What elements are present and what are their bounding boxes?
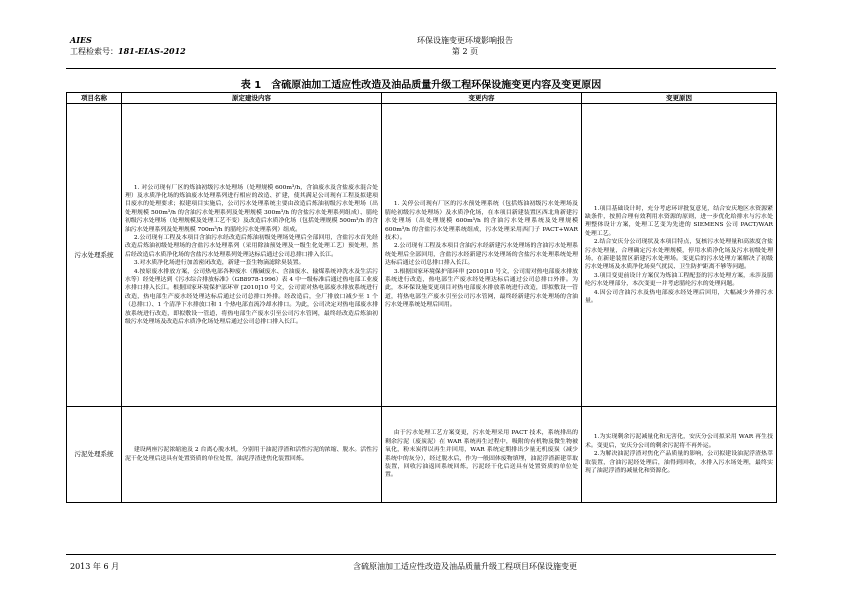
- reason-paragraph: 3.项目变更前设计方案仅为炼油工程配套的污水处理方案，未涉及腈纶污水处理部分，本次变更一并考虑腈纶污水的处理问题。: [585, 272, 773, 288]
- reason-paragraph: 4.因公司含油污水及热电部废水经处理后回用，大幅减少外排污水量。: [585, 289, 773, 305]
- column-header-reason: 变更原因: [582, 93, 777, 104]
- footer-date: 2013 年 6 月: [70, 562, 120, 571]
- change-paragraph: 1. 关停公司现有厂区的污水预处理系统（包括炼油初级污水处理场及腈纶初级污水处理场）及水质净化场，在本项目新建装置区西北角新建污水处理场（出处理规模 600m³/h 的含油污水处理系统及处理规模 600m³/h 的含盐污水处理系统组成，污水处理采用西门子 PACT+WAR 技术）。: [385, 201, 578, 241]
- reason-paragraph: 1.为实现剩余污泥减量化和无害化，安庆分公司拟采用 WAR 再生技术。变更后，安庆分公司的剩余污泥将不再外运。: [585, 434, 773, 449]
- project-code: [70, 46, 186, 57]
- column-header-original: 原定建设内容: [122, 93, 382, 104]
- table-header-row: [67, 93, 777, 104]
- header-rule: [66, 68, 776, 69]
- reason-content-cell: [582, 104, 777, 407]
- reason-paragraph: 2.结合安庆分公司现状及本项目特点，复核污水处理量和高浓度含盐污水处理量，合理确定污水处理规模，停用水质净化场及污水初级处理场，在新建装置区新建污水处理场。变更后的污水处理方案解决了初级污水处理场及水质净化场臭气扰民、卫生防护距离不够等问题。: [585, 239, 773, 271]
- column-header-name: 项目名称: [67, 93, 122, 104]
- original-paragraph: 建设两座污泥浓缩池及 2 台离心脱水机，分别用于油泥浮渣和活性污泥的浓缩、脱水。活性污泥干化处理后送具有处置资质的单位处置，油泥浮渣进焦化装置回炼。: [125, 447, 378, 462]
- reason-content-cell: [582, 407, 777, 503]
- footer-project: 含硫原油加工适应性改造及油品质量升级工程项目环保设施变更: [353, 562, 577, 571]
- change-paragraph: 由于污水处理工艺方案变更，污水处理采用 PACT 技术，系统排出的剩余污泥（废炭泥）在 WAR 系统再生过程中，吸附的有机物及微生物被氧化，粉末炭得以再生并回用，WAR 系统定期排出少量无机废炭（减少系统中的灰分），经过脱水后，作为一般固体废物填埋，油泥浮渣新建萃取装置，回收污油返回系统回炼，污泥经干化后送具有处置资质的单位处置。: [385, 430, 578, 479]
- column-header-change: 变更内容: [382, 93, 582, 104]
- page-number: 第 2 页: [451, 47, 479, 56]
- original-content-cell: [122, 407, 382, 503]
- change-content-cell: [382, 407, 582, 503]
- original-paragraph: 4.按原废水排放方案，公司热电部各种废水（酸碱废水、含油废水、输煤系统冲洗水及生活污水等）经处理达到《污水综合排放标准》（GB8978-1996）表 4 中一级标准后通过热电部工业废水排口排入长江。根据国家环境保护部环审 [2010]10 号文，公司需对热电部废水排放系统进行改造，热电部生产废水经处理达标后通过公司总排口外排。经改造后，全厂排放口减少至 1 个（总排口）、1 个清净下水排放口和 1 个热电部直流冷却水排口。为此，公司决定对热电部废水排放系统进行改造，即拟敷设一管道，将热电部生产废水引至公司污水管网，最终经改造后炼油初级污水处理场及改造后水质净化场处理后通过公司总排口排入长江。: [125, 268, 378, 326]
- project-code-value: 181-EIAS-2012: [118, 46, 186, 56]
- reason-paragraph: 2.为解决油泥浮渣对焦化产品质量的影响，公司拟建设油泥浮渣热萃取装置，含油污泥经处理后，油得到回收，水排入污水场处理，最终实现了油泥浮渣的减量化和资源化。: [585, 451, 773, 475]
- table-caption: 表 1 含硫原油加工适应性改造及油品质量升级工程环保设施变更内容及变更原因: [240, 80, 602, 91]
- header-left: [70, 35, 186, 57]
- row-name-cell: 污泥处理系统: [67, 407, 122, 503]
- org-name: AIES: [70, 35, 92, 45]
- table-row: [67, 104, 777, 407]
- document-title: 环保设施变更环境影响报告: [417, 36, 513, 45]
- original-paragraph: 2.公司现有工程及本项目含油污水经改造后炼油初级处理场处理后全部回用，含盐污水首先经改造后炼油初级处理场的含盐污水处理系列（采用除油预处理及一级生化处理工艺）预处理，然后经改造后水质净化场的含盐污水处理系列处理达标后通过公司总排口排入长江。: [125, 234, 378, 258]
- change-content-cell: [382, 104, 582, 407]
- original-paragraph: 1. 对公司现有厂区的炼油初级污水处理场（处理规模 600m³/h，含油废水及含盐废水混合处理）及水质净化场的炼油废水处理系列进行相应的改造、扩建，使其满足公司现有工程及拟建项目废水的处理要求；拟建项目实施后，公司污水处理系统主要由改造后炼油初级污水处理场（出处理规模 500m³/h 的含油污水处理系列及处理规模 300m³/h 的含盐污水处理系列组成）、腈纶初级污水处理场（处理规模及处理工艺不变）及改造后水质净化场（包括处理规模 500m³/h 的含油污水处理系列及处理规模 700m³/h 的腈纶污水处理系列）组成。: [125, 184, 378, 233]
- original-paragraph: 3.对水质净化场进行加盖密闭改造，新建一套生物滴滤除臭装置。: [133, 260, 305, 267]
- original-content-cell: [122, 104, 382, 407]
- project-code-label: 工程检索号：: [70, 47, 118, 56]
- footer-rule: [66, 554, 776, 555]
- row-name-cell: 污水处理系统: [67, 104, 122, 407]
- change-paragraph: 2.公司现有工程及本项目含油污水经新建污水处理场的含油污水处理系统处理后全部回用，含盐污水经新建污水处理场的含盐污水处理系统处理达标后通过公司总排口排入长江。: [385, 243, 578, 267]
- reason-paragraph: 1.项目基础设计时，充分考虑环评批复意见，结合安庆地区水资源紧缺条件，按照合理有效利用水资源的原则，进一步优化给排水与污水处理整体设计方案，处理工艺变为先进的 SIEMENS 公司 PACT/WAR 处理工艺。: [585, 205, 773, 237]
- header-center: [380, 35, 550, 57]
- change-paragraph: 3.根据国家环境保护部环审 [2010]10 号文，公司需对热电部废水排放系统进行改造，热电部生产废水经处理达标后通过公司总排口外排。为此，本环保设施变更项目对热电部废水排放系统进行改造，即拟敷设一管道，将热电部生产废水引至公司污水管网，最终经新建污水处理场的含油污水处理系统处理后回用。: [385, 268, 578, 309]
- changes-table: [66, 92, 777, 503]
- table-row: [67, 407, 777, 503]
